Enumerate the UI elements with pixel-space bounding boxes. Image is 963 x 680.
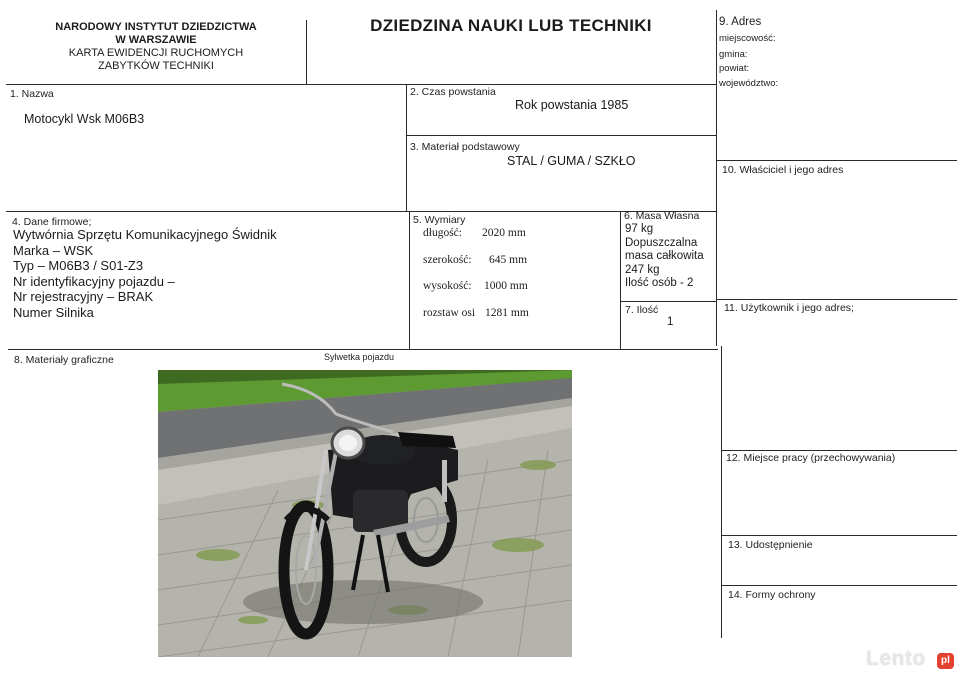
line-sec12 xyxy=(721,450,957,451)
line-row3 xyxy=(8,349,718,350)
divider-name-time xyxy=(406,84,407,211)
sec3-value: STAL / GUMA / SZKŁO xyxy=(507,154,636,168)
sec5-row-wheelbase-value: 1281 mm xyxy=(485,307,529,319)
sec6-line-persons: Ilość osób - 2 xyxy=(625,277,694,289)
line-sec13 xyxy=(721,535,957,536)
sec6-line-total-mass: masa całkowita xyxy=(625,250,704,262)
line-row1-right xyxy=(406,135,716,136)
sec2-value: Rok powstania 1985 xyxy=(515,98,629,112)
sec5-row-height-name: wysokość: xyxy=(423,280,472,292)
sec4-line-vin: Nr identyfikacyjny pojazdu – xyxy=(13,273,175,289)
sec7-value: 1 xyxy=(667,316,674,328)
institute-line-3: KARTA EWIDENCJI RUCHOMYCH xyxy=(68,47,244,59)
institute-line-2: W WARSZAWIE xyxy=(115,34,197,46)
sec7-label: 7. Ilość xyxy=(625,304,659,316)
sec4-line-type: Typ – M06B3 / S01-Z3 xyxy=(13,258,144,274)
sec4-line-manufacturer: Wytwórnia Sprzętu Komunikacyjnego Świdnik xyxy=(13,227,277,242)
sec6-line-total-value: 247 kg xyxy=(625,263,660,276)
card-title: DZIEDZINA NAUKI LUB TECHNIKI xyxy=(370,16,652,35)
sec5-row-width-name: szerokość: xyxy=(423,254,472,266)
sec1-label: 1. Nazwa xyxy=(10,88,54,100)
line-mass-qty xyxy=(620,301,716,302)
line-row2 xyxy=(6,211,716,212)
lento-watermark: Lento xyxy=(866,647,926,670)
sec9-field-locality: miejscowość: xyxy=(719,33,776,44)
sec5-row-width-value: 645 mm xyxy=(489,254,528,266)
sec9-field-county: powiat: xyxy=(719,63,750,74)
sec8-caption: Sylwetka pojazdu xyxy=(324,352,395,362)
institute-line-4: ZABYTKÓW TECHNIKI xyxy=(98,60,214,72)
sec5-label: 5. Wymiary xyxy=(413,214,466,226)
line-sec11 xyxy=(716,299,957,300)
sec1-value: Motocykl Wsk M06B3 xyxy=(24,112,145,126)
line-sec14 xyxy=(721,585,957,586)
sec11-label: 11. Użytkownik i jego adres; xyxy=(724,302,854,314)
sec6-line-permissible: Dopuszczalna xyxy=(625,236,698,249)
sec12-label: 12. Miejsce pracy (przechowywania) xyxy=(726,452,896,464)
lento-logo-badge: pl xyxy=(937,653,954,669)
sec9-field-commune: gmina: xyxy=(719,49,748,60)
sec5-row-wheelbase-name: rozstaw osi xyxy=(423,307,476,319)
header-divider xyxy=(306,20,307,84)
sec4-line-engine: Numer Silnika xyxy=(13,304,94,320)
institute-block xyxy=(40,21,272,73)
vehicle-photo xyxy=(158,370,572,657)
right-column-border-lower xyxy=(721,346,722,638)
divider-firm-dims xyxy=(409,211,410,349)
institute-line-1: NARODOWY INSTYTUT DZIEDZICTWA xyxy=(55,21,257,33)
sec4-label: 4. Dane firmowe; xyxy=(12,216,92,228)
sec6-line-own-mass: 97 kg xyxy=(625,223,654,235)
sec3-label: 3. Materiał podstawowy xyxy=(410,141,520,153)
sec14-label: 14. Formy ochrony xyxy=(728,589,816,601)
sec2-label: 2. Czas powstania xyxy=(410,86,496,98)
sec6-mass-data xyxy=(625,223,704,291)
sec13-label: 13. Udostępnienie xyxy=(728,539,813,551)
sec4-line-registration: Nr rejestracyjny – BRAK xyxy=(13,289,154,305)
header-bottom-line xyxy=(6,84,716,85)
divider-dims-mass xyxy=(620,211,621,349)
sec4-line-brand: Marka – WSK xyxy=(13,242,94,258)
line-sec10 xyxy=(716,160,957,161)
sec5-row-length-value: 2020 mm xyxy=(482,227,526,239)
sec6-label: 6. Masa Własna xyxy=(624,210,700,222)
sec10-label: 10. Właściciel i jego adres xyxy=(722,164,844,176)
sec4-firm-data xyxy=(13,227,277,321)
sec8-label: 8. Materiały graficzne xyxy=(14,354,114,366)
right-column-border xyxy=(716,10,717,346)
sec9-label: 9. Adres xyxy=(719,16,762,28)
sec9-field-voivodeship: województwo: xyxy=(719,78,779,89)
sec5-row-length-name: długość: xyxy=(423,227,462,239)
sec5-row-height-value: 1000 mm xyxy=(484,280,528,292)
